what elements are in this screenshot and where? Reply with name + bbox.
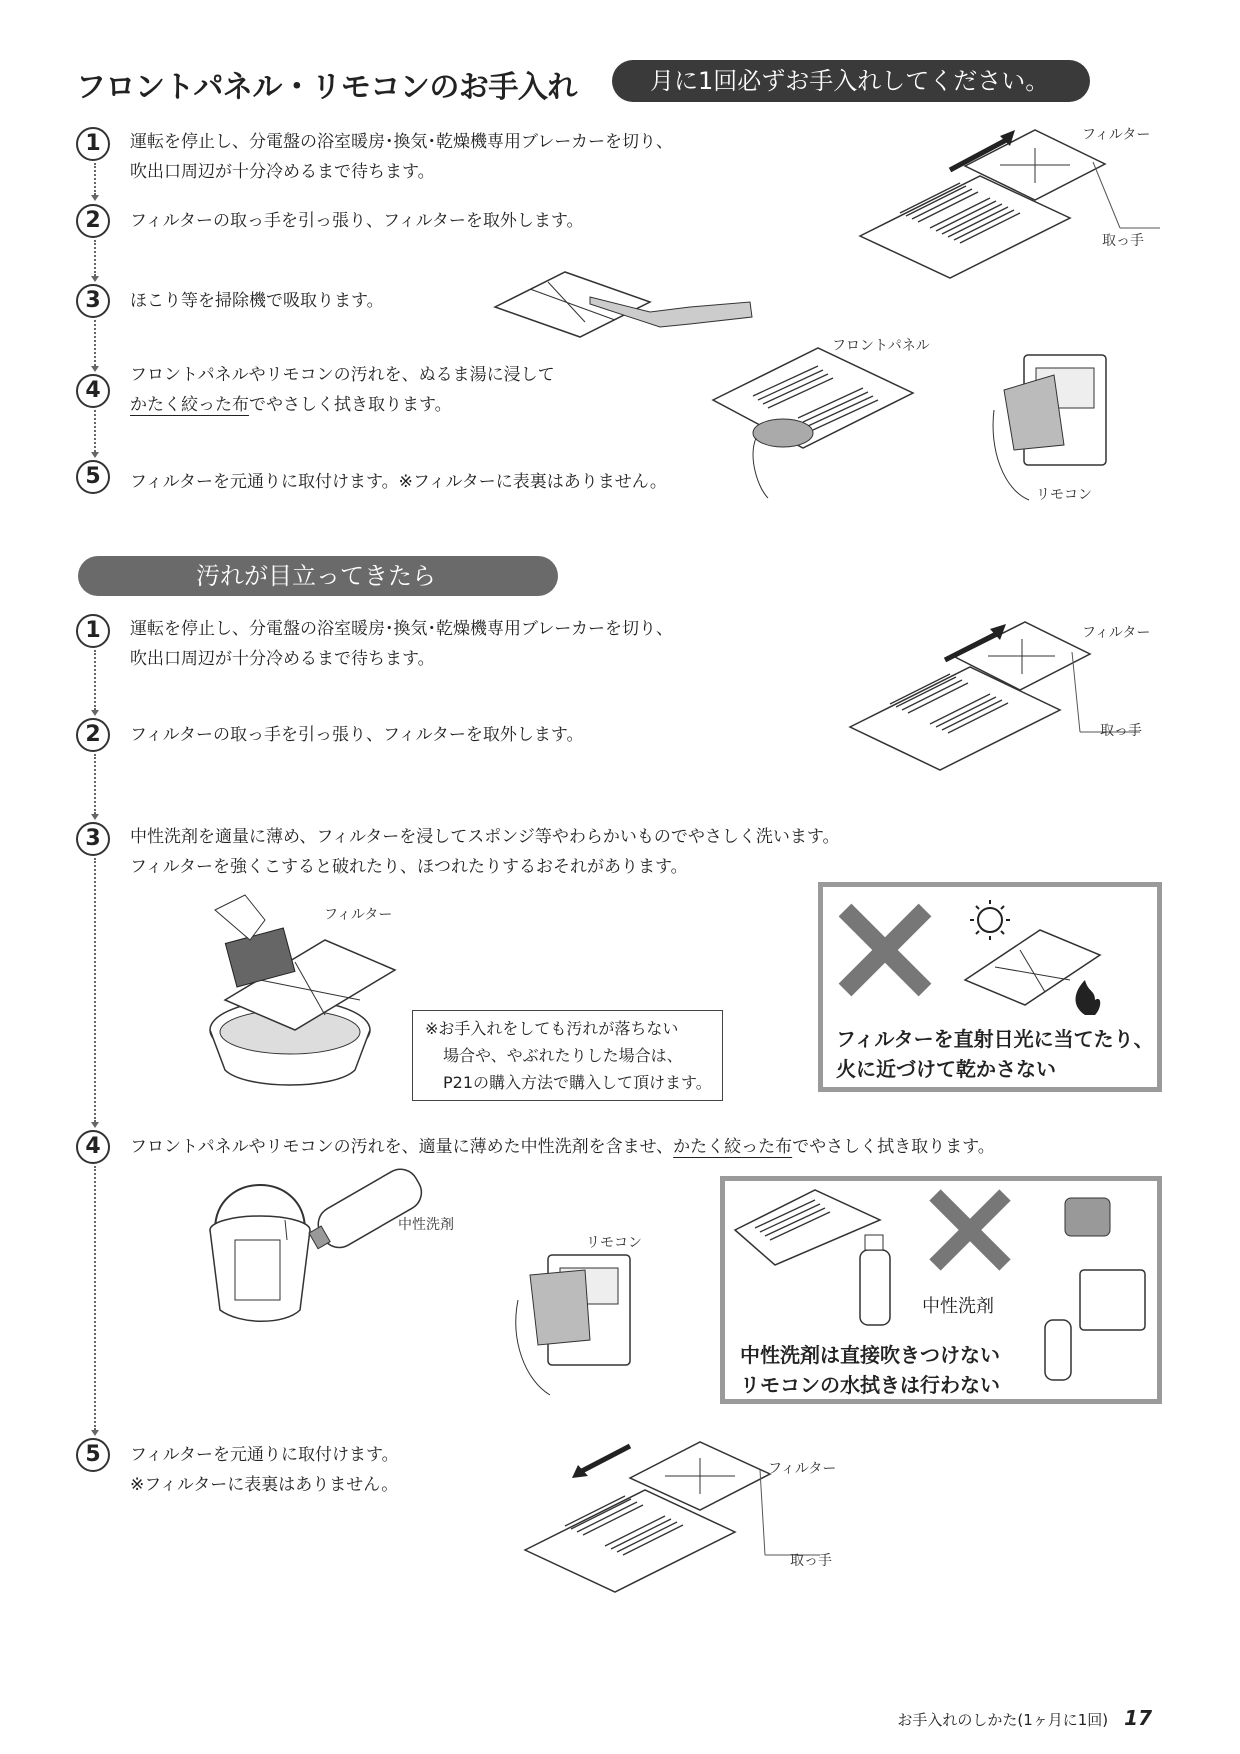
fire-icon [1076, 980, 1101, 1015]
step-number-3: 3 [76, 822, 110, 856]
step-connector [94, 240, 96, 276]
handle-label: 取っ手 [1102, 233, 1144, 249]
step-text-5: フィルターを元通りに取付けます。※フィルターに表裏はありません。 [130, 472, 667, 492]
step-arrow-icon [91, 814, 99, 820]
cloth-icon [1065, 1198, 1110, 1236]
step-number-5: 5 [76, 460, 110, 494]
detergent-label: 中性洗剤 [398, 1217, 454, 1233]
step-line: フィルターを強くこすると破れたり、ほつれたりするおそれがあります。 [130, 857, 688, 877]
step-connector [94, 754, 96, 814]
monthly-badge: 月に1回必ずお手入れしてください。 [612, 60, 1090, 102]
warning-line: フィルターを直射日光に当てたり、 [836, 1027, 1154, 1051]
wiping-remote-illustration [500, 1250, 640, 1400]
cross-icon [845, 910, 925, 990]
filter-label: フィルター [324, 907, 393, 923]
step-text-4 [130, 1132, 995, 1162]
wiping-front-panel-illustration [708, 348, 918, 498]
step-number-3: 3 [76, 284, 110, 318]
step-line: 中性洗剤を適量に薄め、フィルターを浸してスポンジ等やわらかいものでやさしく洗います。 [130, 827, 840, 847]
step-text-3 [130, 822, 840, 882]
step-arrow-icon [91, 276, 99, 282]
step-connector [94, 320, 96, 366]
washing-filter-basin-illustration [205, 890, 405, 1090]
step-number-1: 1 [76, 127, 110, 161]
filter-label: フィルター [1082, 127, 1151, 143]
filter-reinstall-illustration [520, 1430, 840, 1610]
warning-line: 火に近づけて乾かさない [836, 1057, 1056, 1081]
step-connector [94, 650, 96, 710]
step-text-3: ほこり等を掃除機で吸取ります。 [130, 291, 384, 311]
step-line: フロントパネルやリモコンの汚れを、ぬるま湯に浸して [130, 365, 555, 385]
wiping-remote-illustration [984, 350, 1114, 500]
vacuum-filter-illustration [490, 262, 760, 342]
note-line: P21の購入方法で購入して頂けます。 [443, 1073, 712, 1092]
step-line: フロントパネルやリモコンの汚れを、適量に薄めた中性洗剤を含ませ、 [130, 1137, 674, 1157]
step-text-4 [130, 360, 555, 420]
warning2-text [740, 1340, 1000, 1400]
step-arrow-icon [91, 195, 99, 201]
filter-label: フィルター [768, 1461, 837, 1477]
step-number-4: 4 [76, 1130, 110, 1164]
page-footer [897, 1706, 1152, 1730]
step-connector [94, 1166, 96, 1430]
step-connector [94, 858, 96, 1122]
step-number-5: 5 [76, 1438, 110, 1472]
step-connector [94, 163, 96, 195]
step-arrow-icon [91, 710, 99, 716]
step-line: 運転を停止し、分電盤の浴室暖房･換気･乾燥機専用ブレーカーを切り、 [130, 619, 673, 639]
step-number-1: 1 [76, 614, 110, 648]
panel-filter-removal-illustration [850, 118, 1170, 298]
step-arrow-icon [91, 366, 99, 372]
handle-label: 取っ手 [1100, 723, 1142, 739]
step-line: でやさしく拭き取ります。 [249, 395, 452, 415]
note-line: 場合や、やぶれたりした場合は、 [443, 1046, 683, 1065]
warning1-illustration [840, 900, 1140, 1030]
page-number: 17 [1124, 1706, 1152, 1730]
section-heading: 汚れが目立ってきたら [78, 556, 558, 596]
bucket-detergent-illustration [205, 1170, 445, 1330]
footer-text: お手入れのしかた(1ヶ月に1回) [897, 1711, 1109, 1729]
step-line: でやさしく拭き取ります。 [792, 1137, 995, 1157]
spray-bottle-icon [1045, 1320, 1071, 1380]
step-arrow-icon [91, 452, 99, 458]
warning1-text [836, 1024, 1154, 1084]
step-text-5 [130, 1440, 399, 1500]
step-text-1 [130, 614, 673, 674]
front-panel-label: フロントパネル [832, 338, 930, 354]
underlined-phrase: かたく絞った布 [673, 1137, 793, 1157]
remote-label: リモコン [1036, 487, 1092, 503]
page-title: フロントパネル・リモコンのお手入れ [76, 70, 577, 105]
filter-label: フィルター [1082, 625, 1151, 641]
step-line: 吹出口周辺が十分冷めるまで待ちます。 [130, 649, 435, 669]
step-arrow-icon [91, 1430, 99, 1436]
handle-label: 取っ手 [790, 1553, 832, 1569]
warning-line: 中性洗剤は直接吹きつけない [740, 1343, 1000, 1367]
step-number-2: 2 [76, 718, 110, 752]
step-text-2: フィルターの取っ手を引っ張り、フィルターを取外します。 [130, 725, 584, 745]
step-line: フィルターを元通りに取付けます。 [130, 1445, 399, 1465]
sun-icon [970, 900, 1010, 940]
purchase-note [412, 1010, 723, 1101]
step-text-2: フィルターの取っ手を引っ張り、フィルターを取外します。 [130, 211, 584, 231]
detergent-warning-label: 中性洗剤 [922, 1296, 994, 1317]
step-number-4: 4 [76, 374, 110, 408]
warning-line: リモコンの水拭きは行わない [740, 1373, 1000, 1397]
remote-icon [1080, 1270, 1145, 1330]
step-number-2: 2 [76, 204, 110, 238]
step-line: 吹出口周辺が十分冷めるまで待ちます。 [130, 162, 435, 182]
step-arrow-icon [91, 1122, 99, 1128]
cross-icon [935, 1195, 1005, 1265]
underlined-phrase: かたく絞った布 [130, 395, 249, 415]
step-text-1 [130, 127, 673, 187]
spray-bottle-icon [860, 1250, 890, 1325]
note-line: ※お手入れをしても汚れが落ちない [425, 1019, 679, 1038]
step-connector [94, 410, 96, 452]
step-line: ※フィルターに表裏はありません。 [130, 1475, 399, 1495]
remote-label: リモコン [586, 1235, 642, 1251]
step-line: 運転を停止し、分電盤の浴室暖房･換気･乾燥機専用ブレーカーを切り、 [130, 132, 673, 152]
